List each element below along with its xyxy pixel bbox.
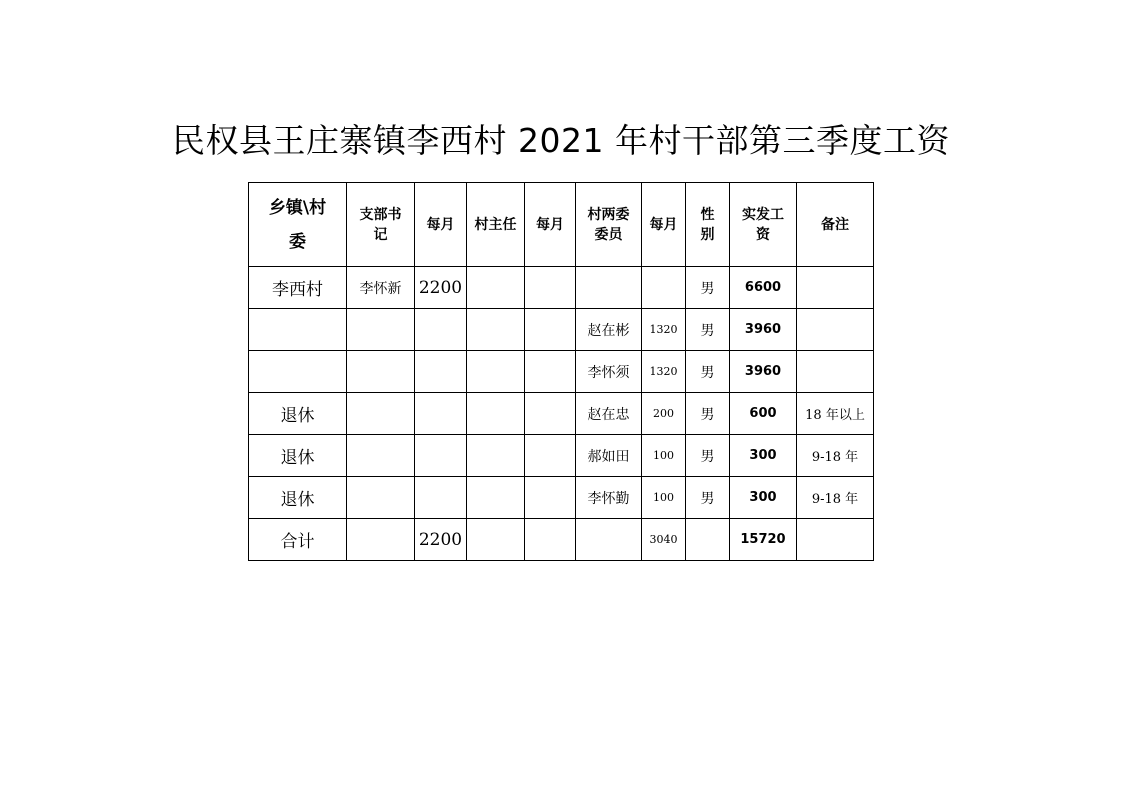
cell-monthly-3: 3040 [642, 519, 686, 561]
cell-committee: 赵在彬 [576, 309, 642, 351]
header-monthly-1: 每月 [415, 183, 467, 267]
cell-committee: 李怀须 [576, 351, 642, 393]
cell-remarks [797, 267, 874, 309]
document-title: 民权县王庄寨镇李西村 2021 年村干部第三季度工资 [172, 121, 950, 160]
header-monthly-3: 每月 [642, 183, 686, 267]
cell-actual-pay: 300 [730, 435, 797, 477]
table-total-row [249, 519, 874, 561]
cell-actual-pay: 300 [730, 477, 797, 519]
cell-town: 退休 [249, 477, 347, 519]
cell-monthly-1: 2200 [415, 267, 467, 309]
cell-director [467, 351, 525, 393]
cell-actual-pay: 6600 [730, 267, 797, 309]
header-actual-pay: 实发工资 [730, 183, 797, 267]
cell-monthly-2 [525, 477, 576, 519]
header-committee: 村两委委员 [576, 183, 642, 267]
cell-monthly-2 [525, 351, 576, 393]
cell-town [249, 351, 347, 393]
cell-gender: 男 [686, 393, 730, 435]
cell-town: 合计 [249, 519, 347, 561]
cell-monthly-1 [415, 435, 467, 477]
cell-director [467, 477, 525, 519]
cell-town [249, 309, 347, 351]
cell-director [467, 267, 525, 309]
cell-secretary: 李怀新 [347, 267, 415, 309]
cell-monthly-2 [525, 309, 576, 351]
cell-secretary [347, 435, 415, 477]
cell-town: 退休 [249, 393, 347, 435]
header-secretary: 支部书记 [347, 183, 415, 267]
header-monthly-2: 每月 [525, 183, 576, 267]
cell-committee: 赵在忠 [576, 393, 642, 435]
cell-remarks [797, 519, 874, 561]
cell-monthly-3: 1320 [642, 351, 686, 393]
header-remarks: 备注 [797, 183, 874, 267]
table-row [249, 267, 874, 309]
table-row [249, 393, 874, 435]
cell-remarks: 9-18 年 [797, 477, 874, 519]
table-row [249, 477, 874, 519]
cell-committee: 李怀勤 [576, 477, 642, 519]
cell-remarks [797, 309, 874, 351]
cell-town: 李西村 [249, 267, 347, 309]
cell-gender: 男 [686, 267, 730, 309]
cell-monthly-2 [525, 435, 576, 477]
header-town: 乡镇\村委 [249, 183, 347, 267]
cell-remarks: 9-18 年 [797, 435, 874, 477]
cell-monthly-1 [415, 309, 467, 351]
header-director: 村主任 [467, 183, 525, 267]
cell-actual-pay: 600 [730, 393, 797, 435]
cell-remarks: 18 年以上 [797, 393, 874, 435]
cell-secretary [347, 351, 415, 393]
cell-monthly-2 [525, 267, 576, 309]
cell-monthly-3: 100 [642, 477, 686, 519]
cell-monthly-2 [525, 393, 576, 435]
cell-gender: 男 [686, 309, 730, 351]
cell-secretary [347, 393, 415, 435]
cell-secretary [347, 309, 415, 351]
table-row [249, 435, 874, 477]
header-gender: 性别 [686, 183, 730, 267]
cell-monthly-1 [415, 393, 467, 435]
cell-monthly-3: 100 [642, 435, 686, 477]
cell-monthly-3 [642, 267, 686, 309]
cell-remarks [797, 351, 874, 393]
cell-actual-pay: 3960 [730, 309, 797, 351]
cell-gender: 男 [686, 435, 730, 477]
cell-secretary [347, 519, 415, 561]
cell-committee [576, 267, 642, 309]
cell-monthly-1: 2200 [415, 519, 467, 561]
cell-actual-pay: 15720 [730, 519, 797, 561]
cell-monthly-3: 200 [642, 393, 686, 435]
salary-table [248, 182, 874, 561]
table-header-row [249, 183, 874, 267]
table-row [249, 309, 874, 351]
cell-actual-pay: 3960 [730, 351, 797, 393]
table-row [249, 351, 874, 393]
cell-monthly-3: 1320 [642, 309, 686, 351]
cell-gender: 男 [686, 477, 730, 519]
cell-gender: 男 [686, 351, 730, 393]
cell-monthly-2 [525, 519, 576, 561]
cell-committee [576, 519, 642, 561]
cell-director [467, 519, 525, 561]
cell-gender [686, 519, 730, 561]
cell-monthly-1 [415, 351, 467, 393]
cell-town: 退休 [249, 435, 347, 477]
cell-director [467, 309, 525, 351]
cell-committee: 郝如田 [576, 435, 642, 477]
cell-director [467, 435, 525, 477]
cell-secretary [347, 477, 415, 519]
cell-director [467, 393, 525, 435]
cell-monthly-1 [415, 477, 467, 519]
